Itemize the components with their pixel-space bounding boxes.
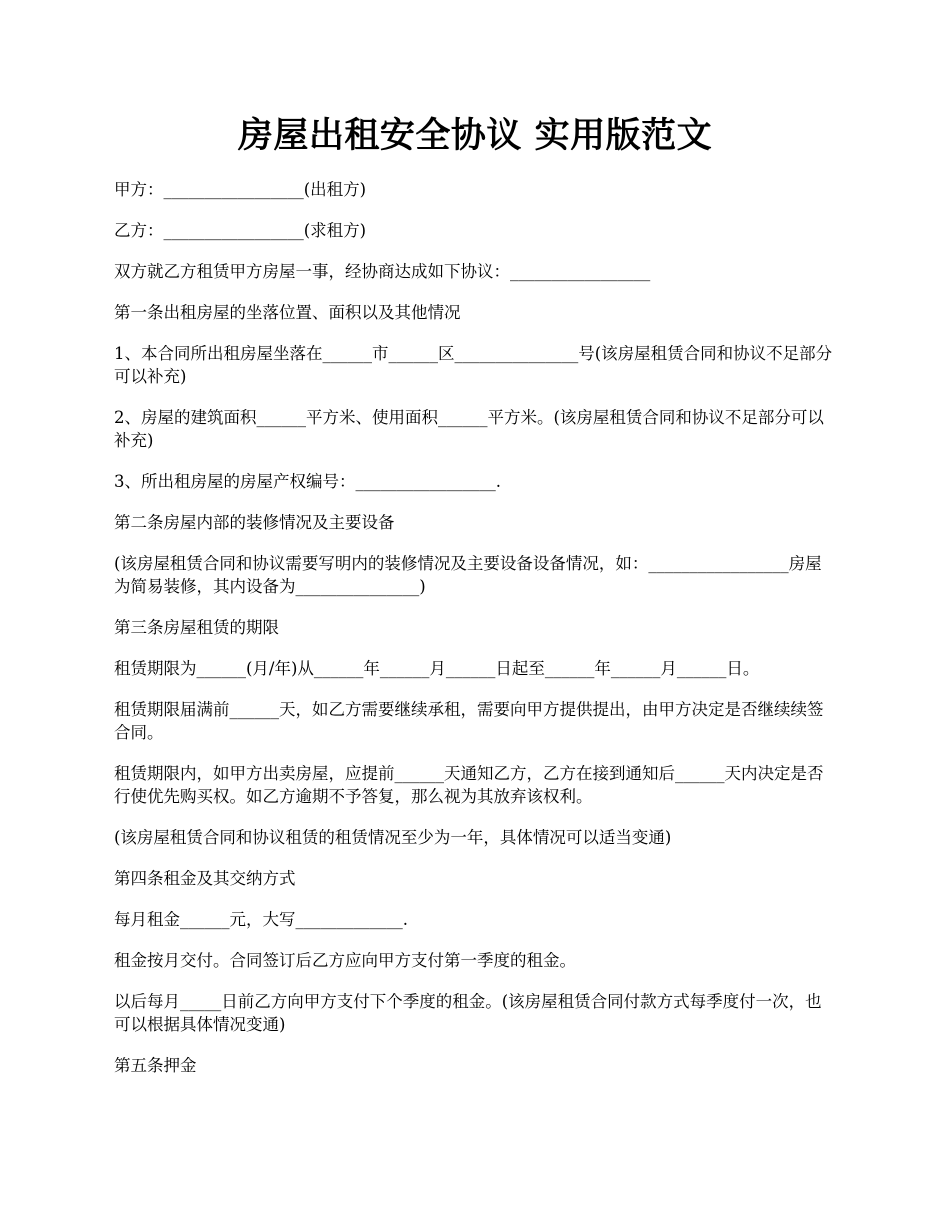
article-1-clause-3: 3、所出租房屋的房屋产权编号：_________________. (114, 472, 501, 491)
article-5-heading: 第五条押金 (114, 1056, 197, 1075)
party-a-line: 甲方：_________________(出租方) (114, 180, 367, 199)
agreement-intro: 双方就乙方租赁甲方房屋一事，经协商达成如下协议：_________________ (114, 262, 651, 281)
lease-renewal-line: 租赁期限届满前______天，如乙方需要继续承租，需要向甲方提供提出，由甲方决定是否继续续签合同。 (114, 700, 824, 742)
lease-term-line: 租赁期限为______(月/年)从______年______月______日起至______年______月______日。 (114, 659, 760, 678)
article-4-heading: 第四条租金及其交纳方式 (114, 869, 296, 888)
article-3-heading: 第三条房屋租赁的期限 (114, 618, 279, 637)
party-b-line: 乙方：_________________(求租方) (114, 221, 367, 240)
document-body (114, 178, 838, 1095)
article-1-heading: 第一条出租房屋的坐落位置、面积以及其他情况 (114, 303, 461, 322)
article-3-note: (该房屋租赁合同和协议租赁的租赁情况至少为一年，具体情况可以适当变通) (114, 828, 672, 847)
document-title: 房屋出租安全协议 实用版范文 (237, 115, 713, 156)
article-2-note: (该房屋租赁合同和协议需要写明内的装修情况及主要设备设备情况，如：_________________房屋为简易装修，其内设备为_______________) (114, 554, 822, 596)
article-1-clause-1: 1、本合同所出租房屋坐落在______市______区_______________号(该房屋租赁合同和协议不足部分可以补充) (114, 344, 833, 386)
priority-purchase-line: 租赁期限内，如甲方出卖房屋，应提前______天通知乙方，乙方在接到通知后______天内决定是否行使优先购买权。如乙方逾期不予答复，那么视为其放弃该权利。 (114, 764, 824, 806)
article-2-heading: 第二条房屋内部的装修情况及主要设备 (114, 513, 395, 532)
rent-payment-line: 租金按月交付。合同签订后乙方应向甲方支付第一季度的租金。 (114, 951, 576, 970)
monthly-rent-line: 每月租金______元，大写_____________. (114, 910, 408, 929)
article-1-clause-2: 2、房屋的建筑面积______平方米、使用面积______平方米。(该房屋租赁合同和协议不足部分可以补充) (114, 408, 824, 450)
subsequent-payment-line: 以后每月_____日前乙方向甲方支付下个季度的租金。(该房屋租赁合同付款方式每季度付一次，也可以根据具体情况变通) (114, 992, 822, 1034)
